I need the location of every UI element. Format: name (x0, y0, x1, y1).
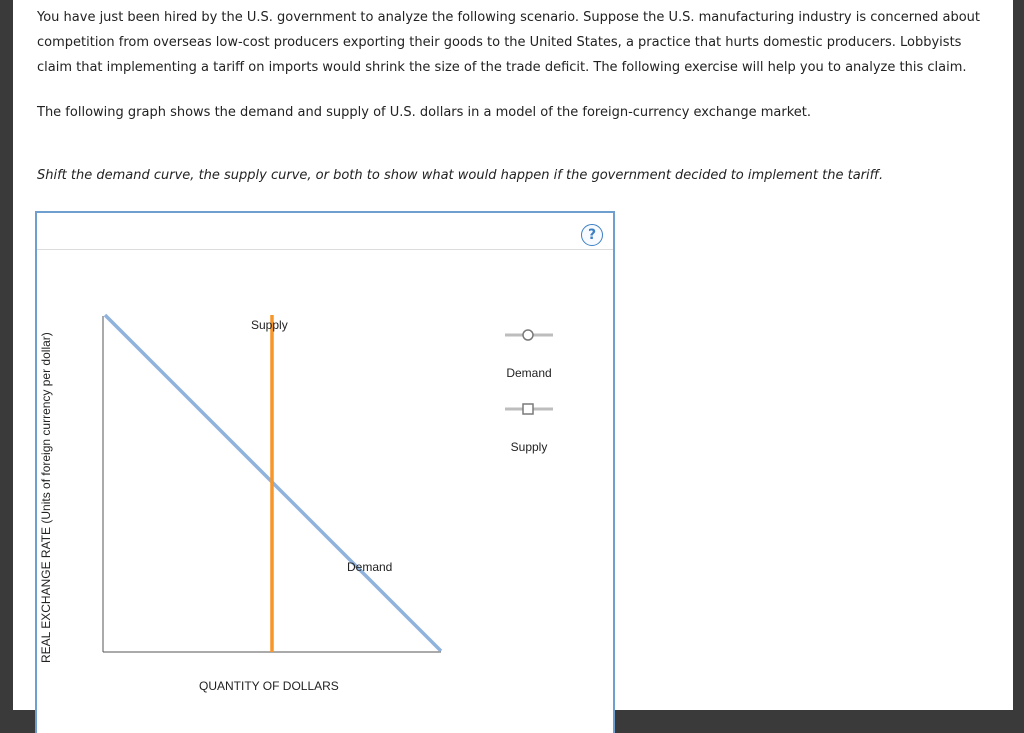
exchange-market-graph (37, 213, 613, 733)
demand-tool-label[interactable]: Demand (506, 366, 552, 380)
graph-description: The following graph shows the demand and supply of U.S. dollars in a model of the foreign-currency exchange market. (37, 105, 812, 120)
question-page (13, 0, 1013, 710)
scenario-paragraph: You have just been hired by the U.S. government to analyze the following scenario. Suppose the U.S. manufacturing industry is concerned about competition from overseas low-cost producers exporting their goods to the United States, a practice that hurts domestic producers. Lobbyists claim that implementing a tariff on imports would shrink the size of the trade deficit. The following exercise will help you to analyze this claim. (37, 10, 980, 75)
graph-panel (35, 211, 615, 733)
help-button[interactable]: ? (581, 224, 603, 246)
square-handle-icon (523, 404, 533, 414)
x-axis-label: QUANTITY OF DOLLARS (199, 679, 339, 693)
instruction-text: Shift the demand curve, the supply curve, or both to show what would happen if the government decided to implement the tariff. (37, 168, 884, 183)
circle-handle-icon (523, 330, 533, 340)
demand-curve-label: Demand (347, 560, 393, 574)
demand-tool[interactable] (505, 330, 553, 340)
supply-curve-label: Supply (251, 318, 288, 332)
y-axis-label: REAL EXCHANGE RATE (Units of foreign currency per dollar) (39, 332, 53, 663)
supply-tool[interactable] (505, 404, 553, 414)
supply-tool-label[interactable]: Supply (510, 440, 548, 454)
